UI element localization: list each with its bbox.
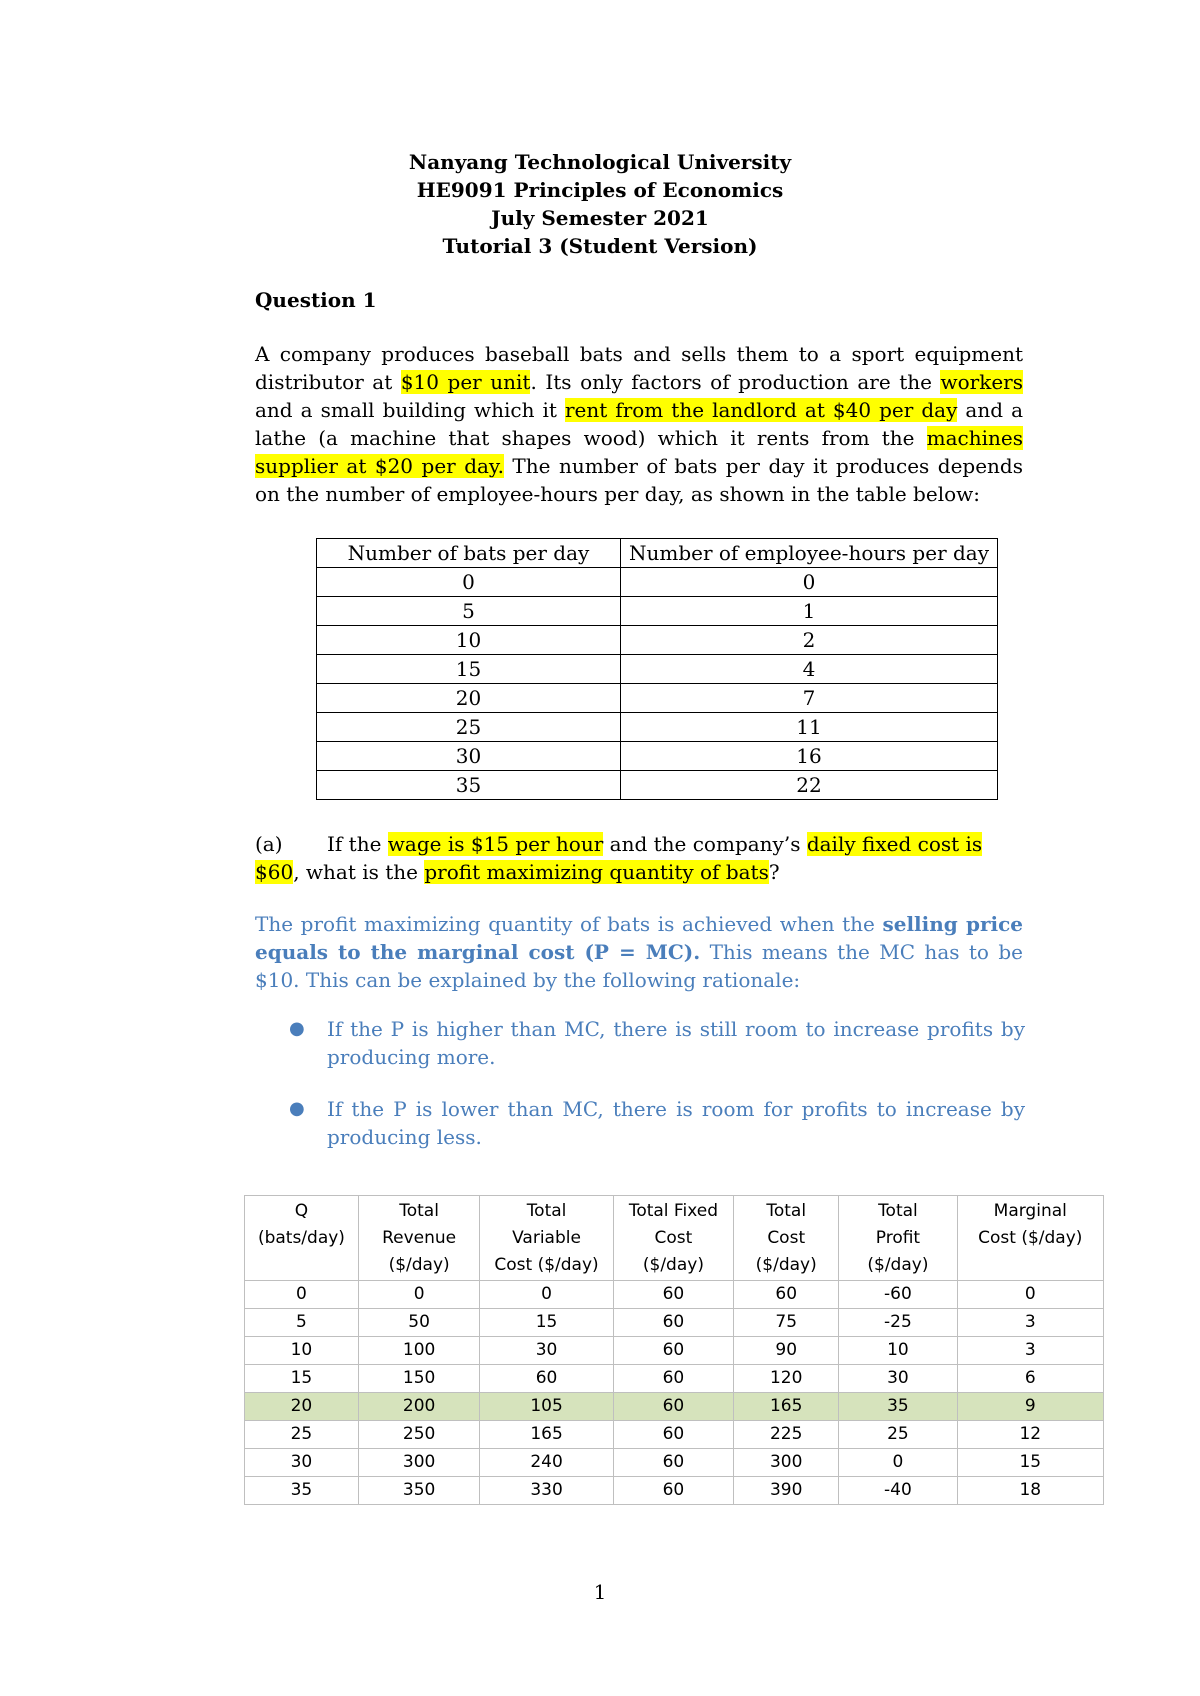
- header-line: Total Fixed: [628, 1201, 718, 1221]
- table-cell: 30: [317, 742, 621, 771]
- table-cell: 30: [480, 1337, 613, 1365]
- header-line: Q: [294, 1201, 309, 1221]
- header-line: Cost ($/day): [494, 1255, 599, 1275]
- table-cell: 60: [613, 1477, 733, 1505]
- header-line: Total: [878, 1201, 918, 1221]
- document-header: [0, 148, 1200, 260]
- highlight-rent: rent from the landlord at $40 per day: [564, 398, 958, 422]
- bullet-text: If the P is lower than MC, there is room for profits to increase by producing less.: [327, 1097, 1025, 1149]
- table-cell: 18: [957, 1477, 1103, 1505]
- table-row: [245, 1337, 1104, 1365]
- table-cell: 10: [839, 1337, 957, 1365]
- table-cell: 15: [957, 1449, 1103, 1477]
- table-row: [317, 684, 998, 713]
- header-line: ($/day): [755, 1255, 817, 1275]
- table-cell: 0: [358, 1281, 479, 1309]
- bullet-icon: ●: [289, 1018, 305, 1039]
- column-header: Number of bats per day: [317, 539, 621, 568]
- production-table: [316, 538, 998, 800]
- header-line: ($/day): [867, 1255, 929, 1275]
- part-label: (a): [255, 832, 283, 856]
- table-cell: 240: [480, 1449, 613, 1477]
- part-a-question: (a) If the wage is $15 per hour and the company’s daily fixed cost is $60, what is the profit maximizing quantity of bats?: [255, 832, 983, 884]
- table-cell: 120: [734, 1365, 839, 1393]
- table-cell: 165: [734, 1393, 839, 1421]
- bullet-item: [255, 1095, 1025, 1151]
- table-cell: 50: [358, 1309, 479, 1337]
- table-cell: 30: [839, 1365, 957, 1393]
- table-cell: 60: [613, 1309, 733, 1337]
- table-cell: 60: [734, 1281, 839, 1309]
- table-row: [245, 1281, 1104, 1309]
- question-intro: A company produces baseball bats and sells them to a sport equipment distributor at $10 per unit. Its only factors of production are the workers and a small building which it rent from the landlord at $40 per day and a lathe (a machine that shapes wood) which it rents from the machines supplier at $20 per day. The number of bats per day it produces depends on the number of employee-hours per day, as shown in the table below:: [255, 342, 1023, 506]
- table-cell: 0: [957, 1281, 1103, 1309]
- table-row: [317, 597, 998, 626]
- table-cell: 16: [621, 742, 998, 771]
- header-line: Total: [399, 1201, 439, 1221]
- table-cell: 60: [613, 1393, 733, 1421]
- header-line: (bats/day): [257, 1228, 345, 1248]
- table-row: [245, 1449, 1104, 1477]
- table-cell: 0: [317, 568, 621, 597]
- table-cell: 15: [480, 1309, 613, 1337]
- column-header: [839, 1196, 957, 1281]
- table-cell: 350: [358, 1477, 479, 1505]
- table-cell: 25: [839, 1421, 957, 1449]
- table-cell: 20: [245, 1393, 359, 1421]
- table-cell: 60: [613, 1421, 733, 1449]
- header-line: ($/day): [642, 1255, 704, 1275]
- table-cell: 35: [245, 1477, 359, 1505]
- header-line: Total: [766, 1201, 807, 1221]
- table-row: [245, 1477, 1104, 1505]
- table-cell: 12: [957, 1421, 1103, 1449]
- cost-table: [244, 1195, 1104, 1505]
- table-cell: 390: [734, 1477, 839, 1505]
- table-cell: 35: [317, 771, 621, 800]
- table-cell: 4: [621, 655, 998, 684]
- table-cell: 11: [621, 713, 998, 742]
- header-line: Marginal: [993, 1201, 1067, 1221]
- table-cell: 60: [480, 1365, 613, 1393]
- question-heading: Question 1: [255, 288, 377, 312]
- table-row: [317, 713, 998, 742]
- tutorial-title: Tutorial 3 (Student Version): [442, 234, 758, 258]
- header-line: Variable: [512, 1228, 581, 1248]
- column-header: [734, 1196, 839, 1281]
- semester: July Semester 2021: [491, 206, 709, 230]
- highlight-profit-q: profit maximizing quantity of bats: [424, 860, 769, 884]
- table-cell: 105: [480, 1393, 613, 1421]
- table-cell: 90: [734, 1337, 839, 1365]
- table-cell: 7: [621, 684, 998, 713]
- table-cell: 5: [317, 597, 621, 626]
- table-cell: -25: [839, 1309, 957, 1337]
- column-header: Number of employee-hours per day: [621, 539, 998, 568]
- page-number: 1: [593, 1580, 607, 1604]
- table-cell: 60: [613, 1365, 733, 1393]
- highlight-lathe: machines supplier at $20 per day.: [255, 426, 1023, 478]
- table-cell: 200: [358, 1393, 479, 1421]
- table-cell: 20: [317, 684, 621, 713]
- table-cell: -40: [839, 1477, 957, 1505]
- table-cell: 15: [245, 1365, 359, 1393]
- table-row: [245, 1365, 1104, 1393]
- university-name: Nanyang Technological University: [408, 150, 792, 174]
- table-header-row: [245, 1196, 1104, 1281]
- table-cell: 60: [613, 1281, 733, 1309]
- table-cell: 25: [245, 1421, 359, 1449]
- column-header: [957, 1196, 1103, 1281]
- bullet-icon: ●: [289, 1098, 305, 1119]
- table-cell: 3: [957, 1337, 1103, 1365]
- highlight-wage: wage is $15 per hour: [387, 832, 604, 856]
- table-cell: 6: [957, 1365, 1103, 1393]
- table-cell: 0: [621, 568, 998, 597]
- table-cell: 22: [621, 771, 998, 800]
- table-cell: 300: [734, 1449, 839, 1477]
- bullet-item: [255, 1015, 1025, 1071]
- table-row: [245, 1421, 1104, 1449]
- table-cell: 5: [245, 1309, 359, 1337]
- answer-emphasis: selling price equals to the marginal cost (P = MC).: [255, 912, 1023, 964]
- table-cell: 0: [245, 1281, 359, 1309]
- header-line: Profit: [875, 1228, 921, 1248]
- table-cell: 150: [358, 1365, 479, 1393]
- table-cell: 2: [621, 626, 998, 655]
- table-cell: 10: [317, 626, 621, 655]
- table-cell: 15: [317, 655, 621, 684]
- table-cell: 10: [245, 1337, 359, 1365]
- table-row: [245, 1309, 1104, 1337]
- table-cell: -60: [839, 1281, 957, 1309]
- table-cell: 60: [613, 1449, 733, 1477]
- answer-paragraph: The profit maximizing quantity of bats is achieved when the selling price equals to the marginal cost (P = MC). This means the MC has to be $10. This can be explained by the following rationale:: [255, 912, 1023, 992]
- table-cell: 35: [839, 1393, 957, 1421]
- table-cell: 1: [621, 597, 998, 626]
- column-header: [480, 1196, 613, 1281]
- table-cell: 165: [480, 1421, 613, 1449]
- table-row: [317, 742, 998, 771]
- header-line: Cost: [767, 1228, 806, 1248]
- column-header: [245, 1196, 359, 1281]
- header-line: Cost: [654, 1228, 693, 1248]
- table-cell: 3: [957, 1309, 1103, 1337]
- table-cell: 9: [957, 1393, 1103, 1421]
- table-row: [317, 655, 998, 684]
- header-line: Cost ($/day): [978, 1228, 1083, 1248]
- table-cell: 330: [480, 1477, 613, 1505]
- table-header-row: [317, 539, 998, 568]
- header-line: ($/day): [388, 1255, 450, 1275]
- bullet-text: If the P is higher than MC, there is still room to increase profits by producing more.: [327, 1017, 1025, 1069]
- column-header: [358, 1196, 479, 1281]
- course-title: HE9091 Principles of Economics: [416, 178, 784, 202]
- table-row: [317, 771, 998, 800]
- highlight-workers: workers: [940, 370, 1023, 394]
- highlight-fixed-cost: daily fixed cost is $60: [255, 832, 983, 884]
- header-line: Revenue: [382, 1228, 457, 1248]
- table-cell: 0: [480, 1281, 613, 1309]
- table-cell: 100: [358, 1337, 479, 1365]
- column-header: [613, 1196, 733, 1281]
- table-cell: 250: [358, 1421, 479, 1449]
- table-row: [317, 568, 998, 597]
- table-cell: 300: [358, 1449, 479, 1477]
- table-row: [317, 626, 998, 655]
- highlighted-table-row: [245, 1393, 1104, 1421]
- highlight-price: $10 per unit: [400, 370, 531, 394]
- table-cell: 225: [734, 1421, 839, 1449]
- header-line: Total: [526, 1201, 567, 1221]
- table-cell: 30: [245, 1449, 359, 1477]
- table-cell: 60: [613, 1337, 733, 1365]
- table-cell: 25: [317, 713, 621, 742]
- table-cell: 75: [734, 1309, 839, 1337]
- table-cell: 0: [839, 1449, 957, 1477]
